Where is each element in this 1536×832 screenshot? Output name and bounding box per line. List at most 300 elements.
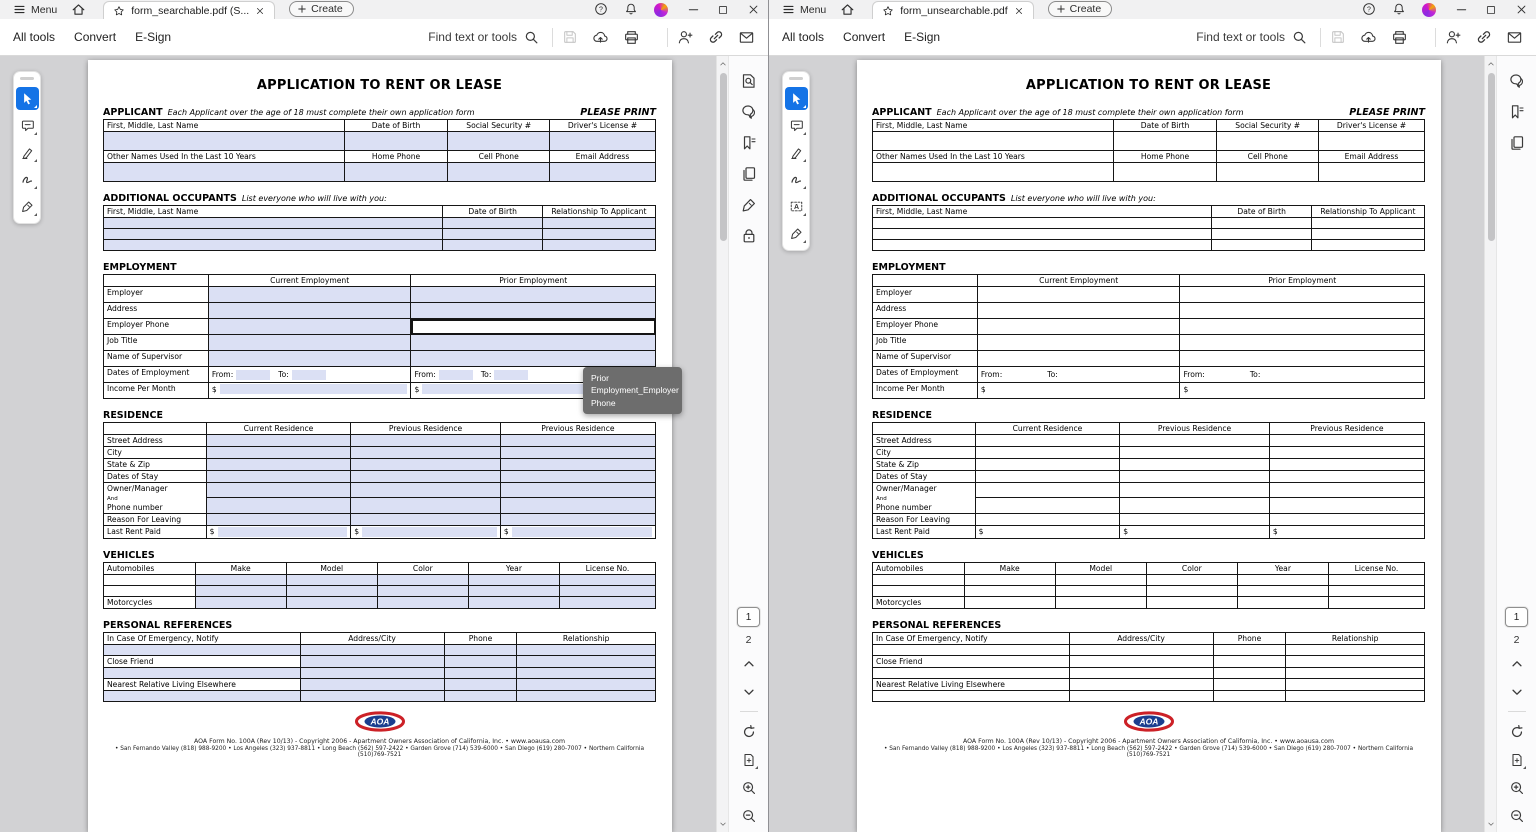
- employment-field[interactable]: [977, 319, 1180, 335]
- page-view-button[interactable]: [738, 749, 759, 770]
- reference-field[interactable]: [444, 644, 517, 655]
- occupant-field[interactable]: [873, 229, 1212, 240]
- reference-field[interactable]: [873, 644, 1070, 655]
- please-print-hint: PLEASE PRINT: [580, 107, 656, 118]
- vehicle-field[interactable]: [468, 596, 559, 608]
- residence-field[interactable]: [206, 435, 351, 447]
- tool-text-box[interactable]: [785, 195, 808, 218]
- occupants-header: First, Middle, Last Name: [104, 206, 443, 218]
- minimize-button[interactable]: [1446, 3, 1476, 19]
- residence-field[interactable]: [206, 447, 351, 459]
- employment-field[interactable]: [977, 287, 1180, 303]
- residence-field[interactable]: [500, 513, 655, 525]
- reference-field[interactable]: [104, 644, 301, 655]
- panel-comments[interactable]: [738, 101, 759, 122]
- applicant-field[interactable]: [344, 132, 448, 151]
- help-icon[interactable]: [1362, 2, 1376, 16]
- reference-field[interactable]: [873, 690, 1070, 701]
- scroll-down-icon[interactable]: [1487, 820, 1495, 828]
- reference-field[interactable]: [1213, 655, 1286, 667]
- home-icon[interactable]: [840, 2, 855, 17]
- esign-button[interactable]: E-Sign: [135, 30, 172, 44]
- employment-dates-cell[interactable]: From: To:: [1180, 367, 1425, 383]
- panel-comments[interactable]: [1506, 70, 1527, 91]
- form-footer: [872, 711, 1425, 758]
- zoom-out-button[interactable]: [738, 805, 759, 826]
- maximize-icon: [1485, 4, 1497, 16]
- occupant-field[interactable]: [542, 218, 655, 229]
- applicant-header: Email Address: [1319, 151, 1425, 163]
- vehicle-field[interactable]: [1328, 596, 1424, 608]
- rotate-page-button[interactable]: [1506, 721, 1527, 742]
- vehicles-header: Color: [1146, 562, 1237, 574]
- vehicle-field[interactable]: [195, 596, 286, 608]
- vehicle-field[interactable]: [377, 574, 468, 585]
- vehicle-field[interactable]: [1237, 596, 1328, 608]
- reference-field[interactable]: [1069, 667, 1213, 678]
- reference-field[interactable]: [300, 678, 444, 690]
- vehicle-field[interactable]: [286, 574, 377, 585]
- reference-field[interactable]: [517, 690, 656, 701]
- reference-field[interactable]: [444, 678, 517, 690]
- vehicles-row-label: [873, 585, 965, 596]
- menu-button[interactable]: [769, 3, 834, 19]
- references-header: In Case Of Emergency, Notify: [873, 632, 1070, 644]
- applicant-field[interactable]: [1113, 163, 1217, 182]
- employment-field[interactable]: [977, 303, 1180, 319]
- residence-field[interactable]: [500, 498, 655, 513]
- applicant-field[interactable]: [448, 163, 550, 182]
- vehicle-field[interactable]: [195, 574, 286, 585]
- employment-field[interactable]: [411, 287, 656, 303]
- reference-field[interactable]: [1069, 678, 1213, 690]
- residence-field[interactable]: [351, 435, 501, 447]
- vehicle-field[interactable]: [1055, 574, 1146, 585]
- occupant-field[interactable]: [1311, 240, 1424, 251]
- applicant-field[interactable]: [1113, 132, 1217, 151]
- scrollbar-thumb[interactable]: [1488, 73, 1495, 241]
- residence-field[interactable]: [206, 471, 351, 483]
- tool-highlighter[interactable]: [785, 141, 808, 164]
- panel-page-thumbnails[interactable]: [738, 163, 759, 184]
- reference-field[interactable]: [444, 655, 517, 667]
- page-number-current[interactable]: 1: [1505, 607, 1528, 627]
- residence-heading: RESIDENCE: [103, 410, 163, 421]
- zoom-in-button[interactable]: [1506, 777, 1527, 798]
- vehicle-field[interactable]: [286, 596, 377, 608]
- reference-field[interactable]: [1286, 690, 1425, 701]
- tool-draw[interactable]: [16, 168, 39, 191]
- star-icon[interactable]: [882, 5, 894, 17]
- tool-select-arrow[interactable]: [785, 87, 808, 110]
- residence-field[interactable]: [1269, 483, 1424, 498]
- vehicle-field[interactable]: [559, 574, 655, 585]
- residence-rent-cell[interactable]: $: [1120, 525, 1270, 538]
- all-tools-button[interactable]: All tools: [782, 30, 825, 44]
- residence-field[interactable]: [500, 435, 655, 447]
- employment-income-cell[interactable]: $: [411, 383, 656, 399]
- save-icon[interactable]: [562, 29, 578, 45]
- applicant-note: Each Applicant over the age of 18 must complete their own application form: [167, 108, 475, 117]
- rotate-icon: [741, 724, 757, 740]
- panel-page-thumbnails[interactable]: [1506, 132, 1527, 153]
- menu-button[interactable]: [0, 3, 65, 19]
- find-box[interactable]: [428, 30, 539, 45]
- titlebar: [769, 0, 1536, 19]
- share-link-icon[interactable]: [708, 29, 724, 45]
- employment-field[interactable]: [1180, 303, 1425, 319]
- share-upload-icon[interactable]: [1360, 29, 1377, 46]
- employment-field-focused[interactable]: [411, 319, 656, 335]
- residence-rent-cell[interactable]: $: [975, 525, 1120, 538]
- occupant-field[interactable]: [443, 229, 542, 240]
- close-button[interactable]: [1506, 3, 1536, 19]
- tool-draw[interactable]: [785, 168, 808, 191]
- residence-field[interactable]: [351, 498, 501, 513]
- occupant-field[interactable]: [1311, 229, 1424, 240]
- employment-dates-cell[interactable]: From: To:: [208, 367, 411, 383]
- reference-field[interactable]: [517, 644, 656, 655]
- residence-field[interactable]: [1269, 459, 1424, 471]
- tool-sticky-note[interactable]: [785, 114, 808, 137]
- reference-field[interactable]: [873, 667, 1070, 678]
- home-icon[interactable]: [71, 2, 86, 17]
- employment-income-cell[interactable]: $: [977, 383, 1180, 399]
- residence-row-label: Dates of Stay: [873, 471, 976, 483]
- reference-field[interactable]: [300, 690, 444, 701]
- palette-drag-handle[interactable]: [20, 77, 34, 80]
- applicant-field[interactable]: [873, 163, 1114, 182]
- residence-field[interactable]: [500, 483, 655, 498]
- occupant-field[interactable]: [443, 218, 542, 229]
- vehicle-field[interactable]: [1146, 574, 1237, 585]
- reference-field[interactable]: [1213, 678, 1286, 690]
- residence-field[interactable]: [351, 483, 501, 498]
- scrollbar-vertical[interactable]: [1484, 56, 1496, 832]
- vehicle-field[interactable]: [559, 596, 655, 608]
- residence-field[interactable]: [975, 435, 1120, 447]
- fill-sign-icon: [20, 199, 35, 214]
- star-icon[interactable]: [113, 5, 125, 17]
- vehicles-row-label: [873, 574, 965, 585]
- notifications-icon[interactable]: [624, 2, 638, 16]
- applicant-field[interactable]: [1217, 163, 1319, 182]
- scroll-down-icon[interactable]: [719, 820, 727, 828]
- occupant-field[interactable]: [104, 218, 443, 229]
- esign-button[interactable]: E-Sign: [904, 30, 941, 44]
- scrollbar-thumb[interactable]: [720, 73, 727, 241]
- vehicle-field[interactable]: [1055, 596, 1146, 608]
- minimize-button[interactable]: [678, 3, 708, 19]
- occupant-field[interactable]: [443, 240, 542, 251]
- vehicles-heading: VEHICLES: [103, 549, 155, 561]
- employment-field[interactable]: [208, 287, 411, 303]
- previous-page-button[interactable]: [738, 653, 759, 674]
- next-page-button[interactable]: [738, 681, 759, 702]
- residence-field[interactable]: [975, 498, 1120, 513]
- occupant-field[interactable]: [1212, 240, 1311, 251]
- document-area: [0, 56, 768, 832]
- reference-field[interactable]: [1213, 644, 1286, 655]
- reference-field[interactable]: [1286, 644, 1425, 655]
- svg-text:?: ?: [1367, 6, 1371, 14]
- applicant-field[interactable]: [448, 132, 550, 151]
- tab-close-icon[interactable]: [1014, 6, 1024, 16]
- residence-field[interactable]: [206, 513, 351, 525]
- occupant-field[interactable]: [873, 240, 1212, 251]
- tool-select-arrow[interactable]: [16, 87, 39, 110]
- residence-field[interactable]: [351, 459, 501, 471]
- residence-rent-cell[interactable]: $: [351, 525, 501, 538]
- print-icon[interactable]: [1391, 29, 1408, 46]
- maximize-button[interactable]: [708, 4, 738, 19]
- footer-line-1: AOA Form No. 100A (Rev 10/13) - Copyright 2006 - Apartment Owners Association of California, Inc. • www.aoausa.com: [963, 737, 1334, 745]
- employment-dates-cell[interactable]: From: To:: [977, 367, 1180, 383]
- reference-field[interactable]: [1286, 667, 1425, 678]
- residence-field[interactable]: [500, 471, 655, 483]
- reference-field[interactable]: [300, 667, 444, 678]
- vehicle-field[interactable]: [377, 585, 468, 596]
- employment-dates-cell[interactable]: From: To:: [411, 367, 656, 383]
- close-button[interactable]: [738, 3, 768, 19]
- palette-drag-handle[interactable]: [789, 77, 803, 80]
- text-box-icon: [789, 199, 804, 214]
- occupant-field[interactable]: [542, 229, 655, 240]
- help-icon[interactable]: [594, 2, 608, 16]
- reference-field[interactable]: [1286, 678, 1425, 690]
- share-upload-icon[interactable]: [592, 29, 609, 46]
- residence-rent-cell[interactable]: $: [1269, 525, 1424, 538]
- residence-field[interactable]: [206, 459, 351, 471]
- panel-bookmarks[interactable]: [1506, 101, 1527, 122]
- residence-field[interactable]: [1120, 483, 1270, 498]
- page-number-current[interactable]: 1: [737, 607, 760, 627]
- vehicle-field[interactable]: [964, 596, 1055, 608]
- residence-field[interactable]: [351, 471, 501, 483]
- reference-field[interactable]: [300, 644, 444, 655]
- applicant-field[interactable]: [550, 163, 656, 182]
- residence-field[interactable]: [206, 483, 351, 498]
- tool-highlighter[interactable]: [16, 141, 39, 164]
- occupant-field[interactable]: [873, 218, 1212, 229]
- profile-avatar[interactable]: [1422, 3, 1436, 17]
- reference-field[interactable]: [517, 667, 656, 678]
- vehicle-field[interactable]: [1328, 574, 1424, 585]
- employment-field[interactable]: [1180, 335, 1425, 351]
- save-icon[interactable]: [1330, 29, 1346, 45]
- vehicle-field[interactable]: [559, 585, 655, 596]
- reference-field[interactable]: [1069, 655, 1213, 667]
- residence-field[interactable]: [206, 498, 351, 513]
- employment-field[interactable]: [208, 351, 411, 367]
- create-button[interactable]: [289, 1, 354, 17]
- employment-income-cell[interactable]: $: [208, 383, 411, 399]
- scroll-up-icon[interactable]: [1487, 60, 1495, 68]
- residence-field[interactable]: [975, 513, 1120, 525]
- vehicle-field[interactable]: [1237, 574, 1328, 585]
- employment-field[interactable]: [208, 335, 411, 351]
- residence-field[interactable]: [1120, 435, 1270, 447]
- reference-field[interactable]: [1069, 644, 1213, 655]
- reference-field[interactable]: [444, 690, 517, 701]
- tool-fill-sign[interactable]: [785, 222, 808, 245]
- residence-field[interactable]: [1120, 459, 1270, 471]
- residence-field[interactable]: [1269, 447, 1424, 459]
- vehicle-field[interactable]: [1146, 596, 1237, 608]
- applicant-header: Date of Birth: [344, 120, 448, 132]
- employment-field[interactable]: [411, 351, 656, 367]
- occupant-field[interactable]: [104, 240, 443, 251]
- share-link-icon[interactable]: [1476, 29, 1492, 45]
- occupant-field[interactable]: [542, 240, 655, 251]
- employment-field[interactable]: [1180, 319, 1425, 335]
- residence-field[interactable]: [1120, 471, 1270, 483]
- residence-column-header: Current Residence: [206, 423, 351, 435]
- applicant-field[interactable]: [1319, 132, 1425, 151]
- request-signatures-icon[interactable]: [1445, 29, 1462, 46]
- residence-field[interactable]: [1269, 471, 1424, 483]
- document-tab[interactable]: [103, 1, 275, 19]
- tool-fill-sign[interactable]: [16, 195, 39, 218]
- employment-field[interactable]: [1180, 287, 1425, 303]
- residence-field[interactable]: [351, 447, 501, 459]
- vehicle-field[interactable]: [1328, 585, 1424, 596]
- applicant-header: Email Address: [550, 151, 656, 163]
- employment-income-cell[interactable]: $: [1180, 383, 1425, 399]
- residence-field[interactable]: [975, 471, 1120, 483]
- residence-field[interactable]: [975, 447, 1120, 459]
- occupants-note: List everyone who will live with you:: [241, 194, 387, 203]
- scroll-up-icon[interactable]: [719, 60, 727, 68]
- find-box[interactable]: [1196, 30, 1307, 45]
- references-table: [872, 632, 1425, 702]
- residence-rent-cell[interactable]: $: [500, 525, 655, 538]
- all-tools-button[interactable]: All tools: [13, 30, 56, 44]
- applicant-field[interactable]: [1319, 163, 1425, 182]
- occupant-field[interactable]: [1212, 229, 1311, 240]
- reference-field[interactable]: [517, 655, 656, 667]
- residence-field[interactable]: [1269, 498, 1424, 513]
- applicant-field[interactable]: [550, 132, 656, 151]
- reference-field[interactable]: [444, 667, 517, 678]
- vehicle-field[interactable]: [468, 574, 559, 585]
- residence-field[interactable]: [1120, 513, 1270, 525]
- reference-field[interactable]: [104, 667, 301, 678]
- vehicle-field[interactable]: [1237, 585, 1328, 596]
- minimize-icon: [1455, 3, 1468, 16]
- employment-field[interactable]: [208, 303, 411, 319]
- next-page-button[interactable]: [1506, 681, 1527, 702]
- maximize-button[interactable]: [1476, 4, 1506, 19]
- residence-field[interactable]: [975, 483, 1120, 498]
- vehicle-field[interactable]: [1055, 585, 1146, 596]
- reference-field[interactable]: [517, 678, 656, 690]
- occupant-field[interactable]: [104, 229, 443, 240]
- occupant-field[interactable]: [1212, 218, 1311, 229]
- zoom-in-icon: [741, 780, 757, 796]
- vehicle-field[interactable]: [286, 585, 377, 596]
- applicant-field[interactable]: [104, 132, 345, 151]
- tool-sticky-note[interactable]: [16, 114, 39, 137]
- occupant-field[interactable]: [1311, 218, 1424, 229]
- vehicle-field[interactable]: [964, 574, 1055, 585]
- panel-signature[interactable]: [738, 194, 759, 215]
- zoom-in-button[interactable]: [738, 777, 759, 798]
- vehicle-field[interactable]: [195, 585, 286, 596]
- print-icon[interactable]: [623, 29, 640, 46]
- vehicle-field[interactable]: [964, 585, 1055, 596]
- panel-search-document[interactable]: [738, 70, 759, 91]
- zoom-out-button[interactable]: [1506, 805, 1527, 826]
- previous-page-button[interactable]: [1506, 653, 1527, 674]
- employment-field[interactable]: [1180, 351, 1425, 367]
- page-number-2[interactable]: 2: [745, 634, 752, 646]
- svg-text:AOA: AOA: [1139, 716, 1158, 727]
- rotate-page-button[interactable]: [738, 721, 759, 742]
- residence-field[interactable]: [500, 459, 655, 471]
- tab-close-icon[interactable]: [255, 6, 265, 16]
- page-view-button[interactable]: [1506, 749, 1527, 770]
- residence-field[interactable]: [1269, 435, 1424, 447]
- applicant-field[interactable]: [873, 132, 1114, 151]
- employment-table: [872, 274, 1425, 399]
- applicant-field[interactable]: [104, 163, 345, 182]
- residence-field[interactable]: [1120, 447, 1270, 459]
- panel-protect-lock[interactable]: [738, 225, 759, 246]
- create-button[interactable]: [1048, 1, 1113, 17]
- scrollbar-vertical[interactable]: [716, 56, 728, 832]
- request-signatures-icon[interactable]: [677, 29, 694, 46]
- notifications-icon[interactable]: [1392, 2, 1406, 16]
- reference-field[interactable]: [300, 655, 444, 667]
- convert-button[interactable]: Convert: [74, 30, 117, 44]
- email-icon[interactable]: [1506, 29, 1523, 46]
- vehicle-field[interactable]: [468, 585, 559, 596]
- email-icon[interactable]: [738, 29, 755, 46]
- reference-field[interactable]: [1069, 690, 1213, 701]
- reference-field[interactable]: [1286, 655, 1425, 667]
- page-thumbnails-icon: [740, 165, 758, 183]
- signature-icon: [740, 196, 758, 214]
- residence-field[interactable]: [500, 447, 655, 459]
- vehicle-field[interactable]: [377, 596, 468, 608]
- document-tab[interactable]: [872, 1, 1033, 19]
- employment-row-label: Job Title: [873, 335, 978, 351]
- convert-button[interactable]: Convert: [843, 30, 886, 44]
- employment-field[interactable]: [411, 335, 656, 351]
- employment-field[interactable]: [977, 335, 1180, 351]
- profile-avatar[interactable]: [654, 3, 668, 17]
- residence-field[interactable]: [1120, 498, 1270, 513]
- residence-field[interactable]: [351, 513, 501, 525]
- employment-field[interactable]: [208, 319, 411, 335]
- employment-field[interactable]: [411, 303, 656, 319]
- applicant-field[interactable]: [344, 163, 448, 182]
- applicant-header: Other Names Used In the Last 10 Years: [873, 151, 1114, 163]
- residence-rent-cell[interactable]: $: [206, 525, 351, 538]
- vehicle-field[interactable]: [1146, 585, 1237, 596]
- panel-bookmarks[interactable]: [738, 132, 759, 153]
- employment-field[interactable]: [977, 351, 1180, 367]
- reference-field[interactable]: [104, 690, 301, 701]
- reference-field[interactable]: [1213, 690, 1286, 701]
- reference-field[interactable]: [1213, 667, 1286, 678]
- page-number-2[interactable]: 2: [1513, 634, 1520, 646]
- applicant-field[interactable]: [1217, 132, 1319, 151]
- search-icon: [1292, 30, 1307, 45]
- residence-field[interactable]: [1269, 513, 1424, 525]
- residence-field[interactable]: [975, 459, 1120, 471]
